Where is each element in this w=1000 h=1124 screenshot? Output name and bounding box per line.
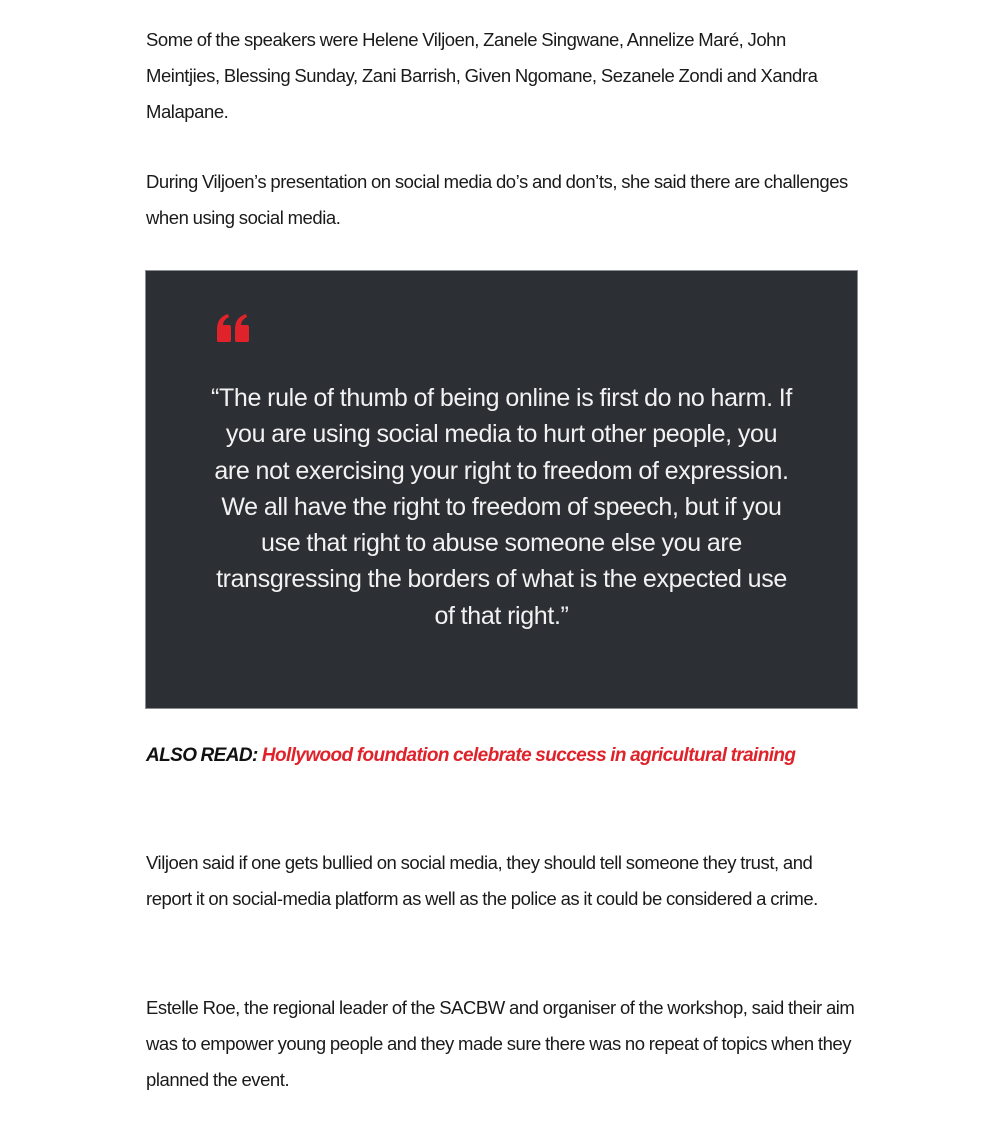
also-read-label: ALSO READ: xyxy=(146,745,262,766)
also-read-link[interactable]: Hollywood foundation celebrate success in agricultural training xyxy=(261,745,796,766)
paragraph-bullying: Viljoen said if one gets bullied on social media, they should tell someone they trust, and report it on social-media platform as well as the police as it could be considered a crime. xyxy=(146,852,818,909)
paragraph-organiser: Estelle Roe, the regional leader of the SACBW and organiser of the workshop, said their aim was to empower young people and they made sure there was no repeat of topics when they planned the event. xyxy=(146,997,855,1090)
pull-quote xyxy=(146,271,857,708)
paragraph-presentation: During Viljoen’s presentation on social media do’s and don’ts, she said there are challenges when using social media. xyxy=(146,171,848,228)
also-read xyxy=(146,738,858,774)
quote-open-icon xyxy=(215,313,251,343)
paragraph-speakers: Some of the speakers were Helene Viljoen, Zanele Singwane, Annelize Maré, John Meintjies, Blessing Sunday, Zani Barrish, Given Ngomane, Sezanele Zondi and Xandra Malapane. xyxy=(146,29,818,122)
pull-quote-text: “The rule of thumb of being online is first do no harm. If you are using social media to hurt other people, you are not exercising your right to freedom of expression. We all have the right to freedom of speech, but if you use that right to abuse someone else you are transgressing the borders of what is the expected use of that right.” xyxy=(211,384,792,630)
